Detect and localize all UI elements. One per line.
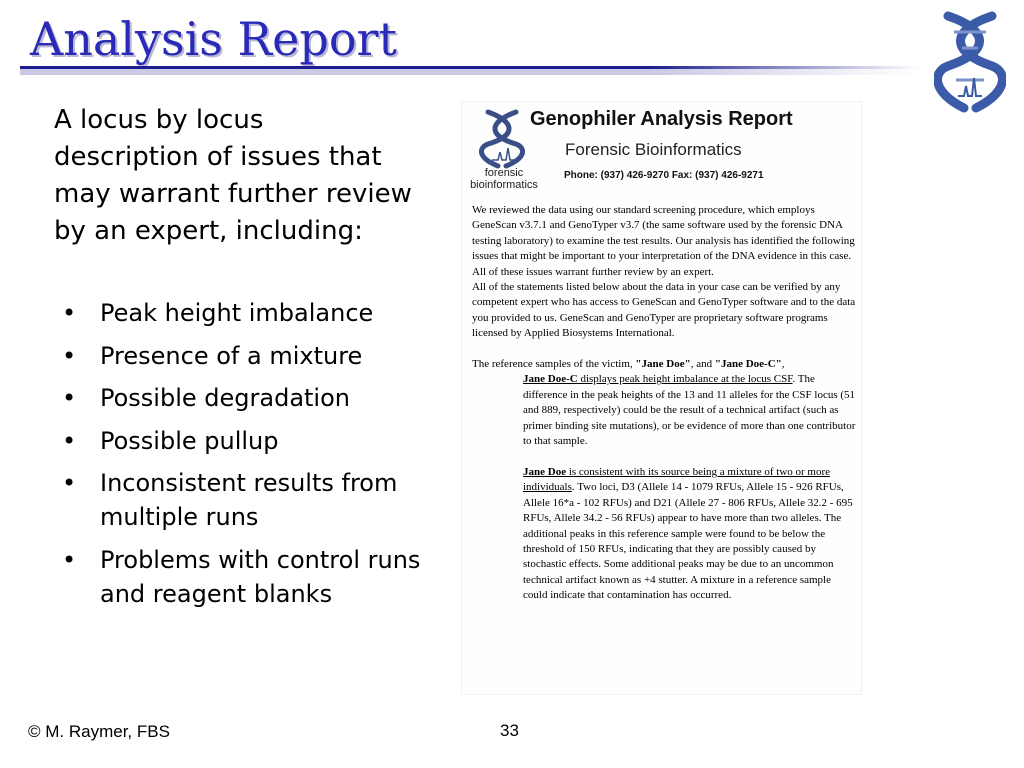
slide-title: Analysis Report [30,12,397,66]
bullet-item [62,424,422,458]
bullet-dot: • [62,426,77,455]
bullet-item [62,381,422,415]
bullet-text: Possible pullup [100,426,279,455]
report-finding-item: Jane Doe-C displays peak height imbalance at the locus CSF. The difference in the peak heights of the 13 and 11 alleles for the CSF locus (51 and 889, respectively) could be the result of a technical artifact (such as primer binding site mutations), or be evidence of more than one contributor to that sample. [523,373,856,448]
bullet-item [62,339,422,373]
report-reference-intro: The reference samples of the victim, "Jane Doe", and "Jane Doe-C", [472,358,785,371]
bullet-dot: • [62,384,77,412]
bullet-text: Inconsistent results from multiple runs [100,469,398,531]
intro-text: A locus by locus description of issues that may warrant further review by an expert, including: [54,105,412,246]
issue-bullet-list [62,296,422,619]
dna-helix-icon [934,8,1006,120]
report-finding-item: Jane Doe is consistent with its source being a mixture of two or more individuals. Two loci, D3 (Allele 14 - 1079 RFUs, Allele 15 - 926 RFUs, Allele 16*a - 102 RFUs) and D21 (Allele 27 - 806 RFUs, Allele 32.2 - 695 RFUs, Allele 34.2 - 56 RFUs) appear to have more than two alleles. The additional peaks in this reference sample were found to be below the threshold of 150 RFUs, indicating that they are possibly caused by stochastic effects. Some additional peaks may be due to an uncommon technical artifact known as +4 stutter. A mixture in a reference sample could indicate that contamination has occurred. [523,465,853,602]
report-title: Genophiler Analysis Report [530,108,793,130]
bullet-text: Presence of a mixture [100,341,363,370]
report-paragraph: We reviewed the data using our standard screening procedure, which employs GeneScan v3.7.1 and GenoTyper v3.7 (the same software used by the forensic DNA testing laboratory) to examine the test results. Our analysis has identified the following issues that might be important to your interpretation of the DNA evidence in this case. All of these issues warrant further review by an expert. [472,204,855,278]
report-org-name: forensic bioinformatics [470,167,538,191]
report-paragraph: All of the statements listed below about the data in your case can be verified by any competent expert who has access to GeneScan and GenoTyper software and to the data you provided to us. GeneScan and GenoTyper are proprietary software programs licensed by Applied Biosystems International. [472,281,856,340]
bullet-dot: • [62,299,77,327]
title-underline [20,66,920,75]
bullet-item [62,296,422,330]
report-body [472,203,856,604]
report-contact-line: Phone: (937) 426-9270 Fax: (937) 426-9271 [564,170,764,181]
bullet-text: Peak height imbalance [100,299,374,327]
bullet-text: Possible degradation [100,384,350,412]
bullet-item [62,466,422,534]
report-subtitle: Forensic Bioinformatics [565,140,742,159]
bullet-dot: • [62,341,77,370]
bullet-item [62,543,422,611]
page-number: 33 [500,721,519,740]
bullet-dot: • [62,469,77,497]
report-excerpt-image [461,101,862,695]
report-dna-logo-icon [478,108,526,174]
bullet-dot: • [62,545,77,574]
bullet-text: Problems with control runs and reagent blanks [100,545,421,608]
footer-copyright: © M. Raymer, FBS [28,722,170,741]
